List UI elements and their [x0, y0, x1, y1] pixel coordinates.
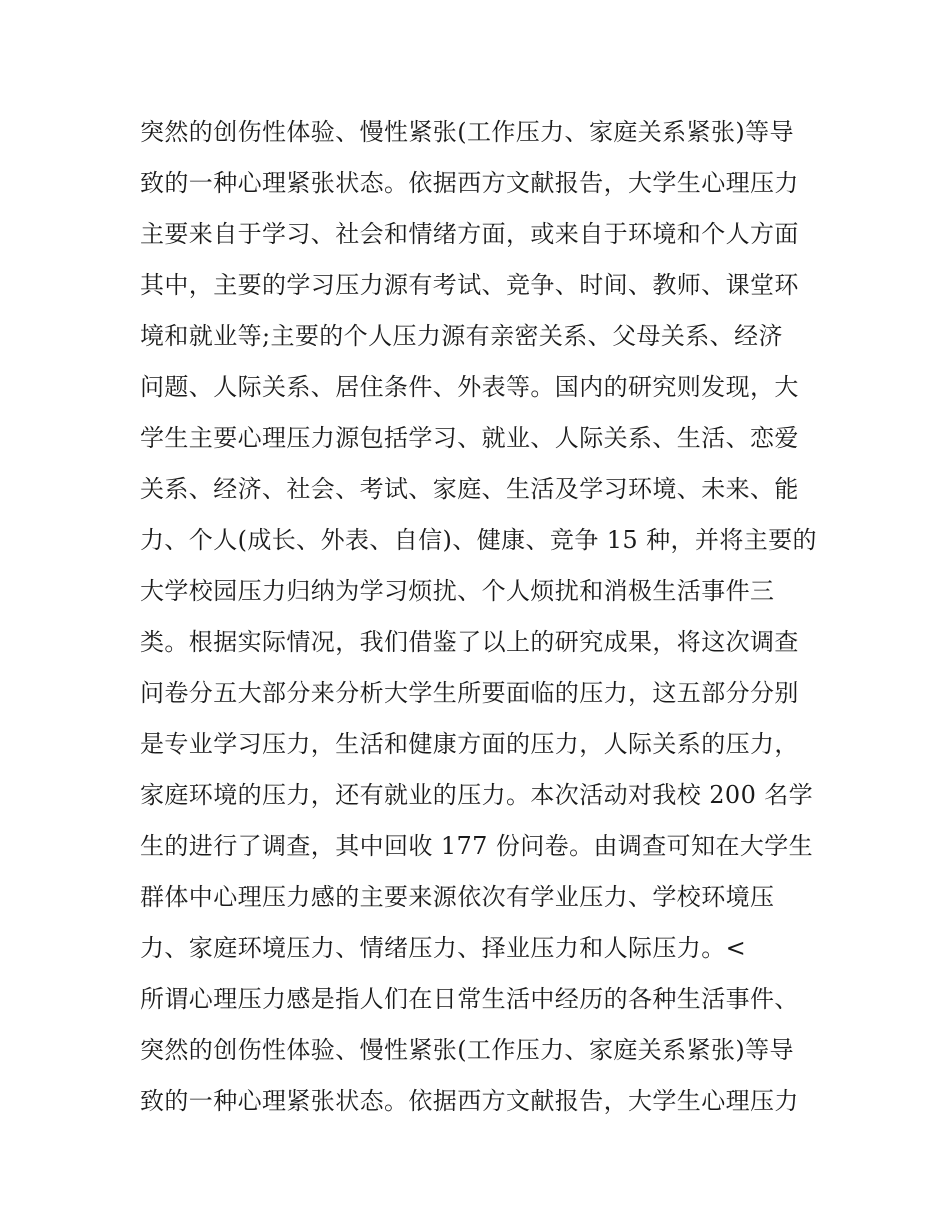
text-line-19: 突然的创伤性体验、慢性紧张(工作压力、家庭关系紧张)等导 — [140, 1036, 794, 1064]
body-text — [140, 107, 830, 1127]
text-line-10: 大学校园压力归纳为学习烦扰、个人烦扰和消极生活事件三 — [140, 577, 775, 605]
text-line-7: 学生主要心理压力源包括学习、就业、人际关系、生活、恋爱 — [140, 424, 799, 452]
text-line-16: 群体中心理压力感的主要来源依次有学业压力、学校环境压 — [140, 883, 775, 911]
text-line-18: 所谓心理压力感是指人们在日常生活中经历的各种生活事件、 — [140, 985, 799, 1013]
text-line-8: 关系、经济、社会、考试、家庭、生活及学习环境、未来、能 — [140, 475, 799, 503]
text-line-13: 是专业学习压力，生活和健康方面的压力，人际关系的压力， — [140, 730, 799, 758]
text-line-3: 主要来自于学习、社会和情绪方面，或来自于环境和个人方面 — [140, 220, 799, 248]
text-line-5: 境和就业等;主要的个人压力源有亲密关系、父母关系、经济 — [140, 322, 783, 350]
text-line-9: 力、个人(成长、外表、自信)、健康、竞争 15 种，并将主要的 — [140, 526, 817, 554]
text-line-17: 力、家庭环境压力、情绪压力、择业压力和人际压力。< — [140, 934, 747, 962]
text-line-11: 类。根据实际情况，我们借鉴了以上的研究成果，将这次调查 — [140, 628, 799, 656]
text-line-2: 致的一种心理紧张状态。依据西方文献报告，大学生心理压力 — [140, 169, 799, 197]
text-line-1: 突然的创伤性体验、慢性紧张(工作压力、家庭关系紧张)等导 — [140, 118, 794, 146]
text-line-12: 问卷分五大部分来分析大学生所要面临的压力，这五部分分别 — [140, 679, 799, 707]
text-line-4: 其中，主要的学习压力源有考试、竞争、时间、教师、课堂环 — [140, 271, 799, 299]
text-line-20: 致的一种心理紧张状态。依据西方文献报告，大学生心理压力 — [140, 1087, 799, 1115]
text-line-15: 生的进行了调查，其中回收 177 份问卷。由调查可知在大学生 — [140, 832, 814, 860]
text-line-14: 家庭环境的压力，还有就业的压力。本次活动对我校 200 名学 — [140, 781, 814, 809]
text-line-6: 问题、人际关系、居住条件、外表等。国内的研究则发现，大 — [140, 373, 799, 401]
